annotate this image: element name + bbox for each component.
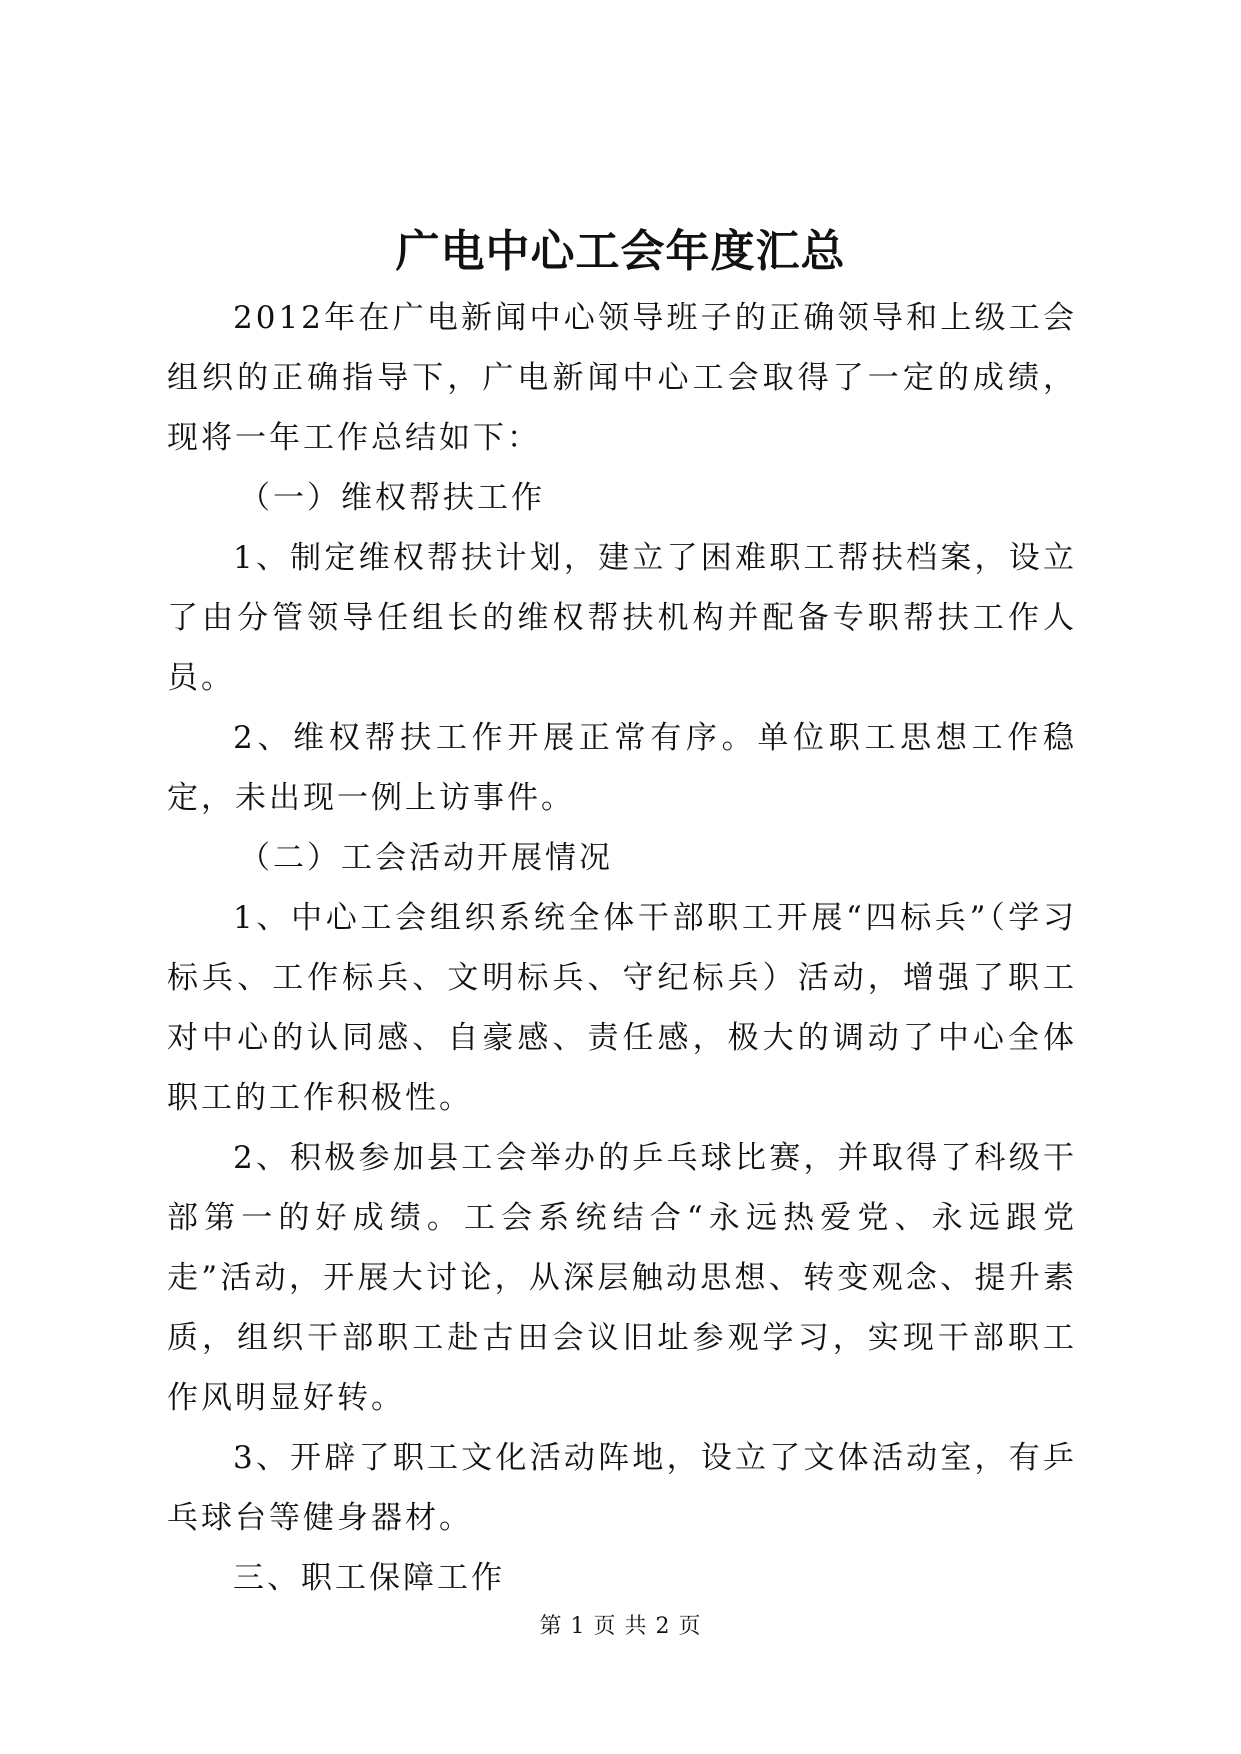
- paragraph-intro: 2012年在广电新闻中心领导班子的正确领导和上级工会组织的正确指导下，广电新闻中心工会取得了一定的成绩，现将一年工作总结如下：: [167, 300, 1077, 456]
- document-title: 广电中心工会年度汇总: [395, 226, 846, 277]
- paragraph-2-2: 2、积极参加县工会举办的乒乓球比赛，并取得了科级干部第一的好成绩。工会系统结合“永远热爱党、永远跟党走”活动，开展大讨论，从深层触动思想、转变观念、提升素质，组织干部职工赴古田会议旧址参观学习，实现干部职工作风明显好转。: [167, 1140, 1077, 1416]
- paragraph-2-1: 1、中心工会组织系统全体干部职工开展“四标兵”（学习标兵、工作标兵、文明标兵、守纪标兵）活动，增强了职工对中心的认同感、自豪感、责任感，极大的调动了中心全体职工的工作积极性。: [167, 900, 1077, 1116]
- document-body: [167, 288, 1077, 1608]
- page-number-footer: 第 1 页 共 2 页: [539, 1614, 702, 1639]
- paragraph-2-3: 3、开辟了职工文化活动阵地，设立了文体活动室，有乒乓球台等健身器材。: [167, 1440, 1077, 1536]
- paragraph-1-2: 2、维权帮扶工作开展正常有序。单位职工思想工作稳定，未出现一例上访事件。: [167, 720, 1077, 816]
- section-heading-3: 三、职工保障工作: [233, 1560, 505, 1596]
- section-heading-1: （一）维权帮扶工作: [239, 480, 545, 516]
- section-heading-2: （二）工会活动开展情况: [239, 840, 613, 876]
- paragraph-1-1: 1、制定维权帮扶计划，建立了困难职工帮扶档案，设立了由分管领导任组长的维权帮扶机构并配备专职帮扶工作人员。: [167, 540, 1077, 696]
